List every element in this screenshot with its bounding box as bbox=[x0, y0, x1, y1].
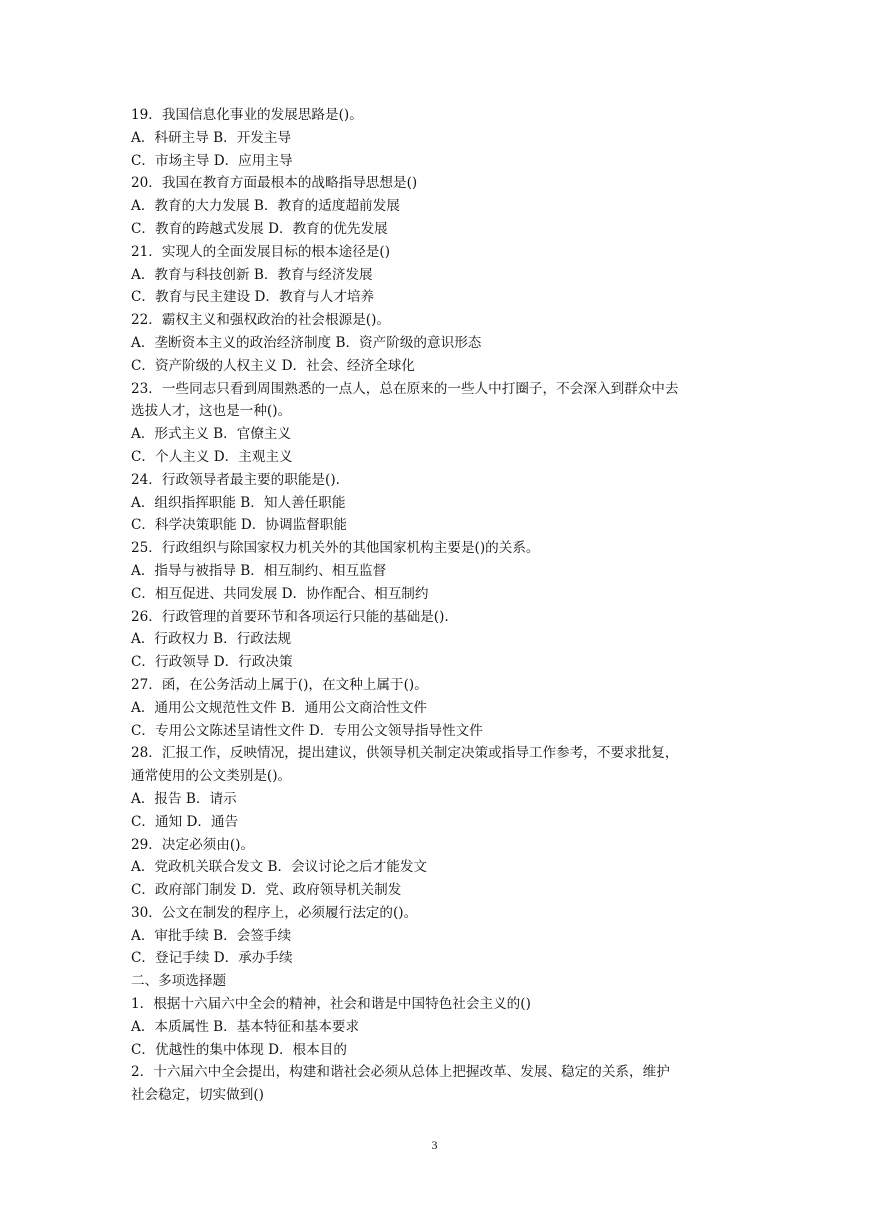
mc-question-2-stem-line-2: 社会稳定，切实做到() bbox=[131, 1087, 264, 1104]
document-body bbox=[131, 104, 751, 1107]
question-25-stem: 25．行政组织与除国家权力机关外的其他国家机构主要是()的关系。 bbox=[131, 540, 540, 557]
question-27-options-cd: C．专用公文陈述呈请性文件 D．专用公文领导指导性文件 bbox=[131, 722, 483, 739]
mc-question-2-stem-line-1: 2．十六届六中全会提出，构建和谐社会必须从总体上把握改革、发展、稳定的关系，维护 bbox=[131, 1064, 670, 1081]
question-23-stem-line-1: 23．一些同志只看到周围熟悉的一点人，总在原来的一些人中打圈子，不会深入到群众中去 bbox=[131, 380, 679, 397]
question-24-options-ab: A．组织指挥职能 B．知人善任职能 bbox=[131, 494, 346, 511]
question-30-options-cd: C．登记手续 D．承办手续 bbox=[131, 950, 293, 967]
mc-question-1-stem: 1．根据十六届六中全会的精神，社会和谐是中国特色社会主义的() bbox=[131, 996, 531, 1013]
question-22-options-cd: C．资产阶级的人权主义 D．社会、经济全球化 bbox=[131, 357, 415, 374]
question-26-options-cd: C．行政领导 D．行政决策 bbox=[131, 654, 293, 671]
question-28-options-ab: A．报告 B．请示 bbox=[131, 790, 237, 807]
question-26-stem: 26．行政管理的首要环节和各项运行只能的基础是(). bbox=[131, 608, 449, 625]
question-26-options-ab: A．行政权力 B．行政法规 bbox=[131, 631, 292, 648]
question-23-options-ab: A．形式主义 B．官僚主义 bbox=[131, 426, 292, 443]
section-heading-multiple-choice: 二、多项选择题 bbox=[131, 973, 227, 990]
question-24-options-cd: C．科学决策职能 D．协调监督职能 bbox=[131, 517, 347, 534]
page-number: 3 bbox=[431, 1138, 438, 1152]
question-25-options-ab: A．指导与被指导 B．相互制约、相互监督 bbox=[131, 562, 387, 579]
question-29-options-ab: A．党政机关联合发文 B．会议讨论之后才能发文 bbox=[131, 859, 428, 876]
question-25-options-cd: C．相互促进、共同发展 D．协作配合、相互制约 bbox=[131, 585, 429, 602]
question-30-stem: 30．公文在制发的程序上，必须履行法定的()。 bbox=[131, 904, 418, 921]
question-21-stem: 21．实现人的全面发展目标的根本途径是() bbox=[131, 243, 390, 260]
question-19-stem: 19．我国信息化事业的发展思路是()。 bbox=[131, 107, 363, 123]
question-28-stem-line-1: 28．汇报工作，反映情况，提出建议，供领导机关制定决策或指导工作参考，不要求批复， bbox=[131, 745, 679, 762]
mc-question-1-options-cd: C．优越性的集中体现 D．根本目的 bbox=[131, 1041, 347, 1058]
question-28-stem-line-2: 通常使用的公文类别是()。 bbox=[131, 768, 292, 785]
question-23-options-cd: C．个人主义 D．主观主义 bbox=[131, 448, 293, 465]
question-22-options-ab: A．垄断资本主义的政治经济制度 B．资产阶级的意识形态 bbox=[131, 334, 482, 351]
question-19-options-cd: C．市场主导 D．应用主导 bbox=[131, 152, 293, 169]
question-20-options-ab: A．教育的大力发展 B．教育的适度超前发展 bbox=[131, 198, 400, 215]
question-30-options-ab: A．审批手续 B．会签手续 bbox=[131, 927, 292, 944]
question-22-stem: 22．霸权主义和强权政治的社会根源是()。 bbox=[131, 312, 390, 329]
question-20-options-cd: C．教育的跨越式发展 D．教育的优先发展 bbox=[131, 220, 388, 237]
question-28-options-cd: C．通知 D．通告 bbox=[131, 813, 239, 830]
question-29-stem: 29．决定必须由()。 bbox=[131, 836, 255, 853]
question-27-stem: 27．函，在公务活动上属于()，在文种上属于()。 bbox=[131, 676, 428, 693]
question-19-options-ab: A．科研主导 B．开发主导 bbox=[131, 129, 292, 146]
mc-question-1-options-ab: A．本质属性 B．基本特征和基本要求 bbox=[131, 1018, 360, 1035]
question-29-options-cd: C．政府部门制发 D．党、政府领导机关制发 bbox=[131, 882, 402, 899]
question-21-options-cd: C．教育与民主建设 D．教育与人才培养 bbox=[131, 289, 375, 306]
question-23-stem-line-2: 选拔人才，这也是一种()。 bbox=[131, 403, 292, 420]
question-24-stem: 24．行政领导者最主要的职能是(). bbox=[131, 471, 340, 488]
question-20-stem: 20．我国在教育方面最根本的战略指导思想是() bbox=[131, 175, 418, 192]
question-21-options-ab: A．教育与科技创新 B．教育与经济发展 bbox=[131, 266, 373, 283]
question-27-options-ab: A．通用公文规范性文件 B．通用公文商洽性文件 bbox=[131, 699, 428, 716]
